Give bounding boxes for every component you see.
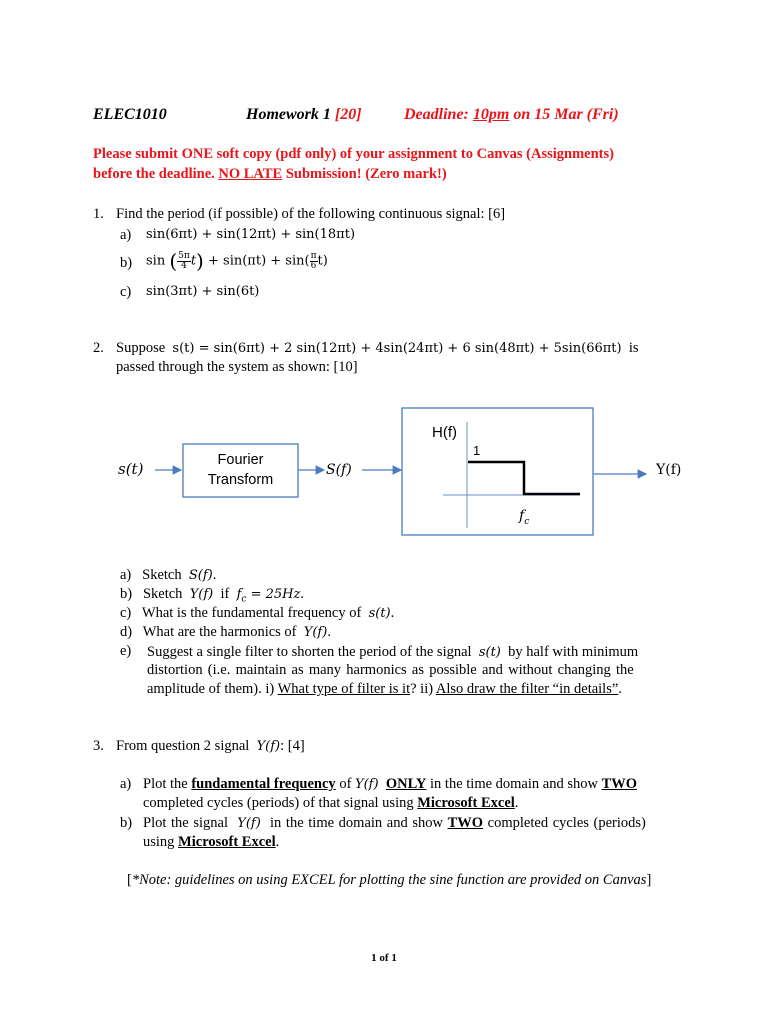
q1-text: Find the period (if possible) of the following continuous signal: [6]: [116, 206, 506, 222]
q1-number: 1.: [93, 206, 104, 222]
page-number: 1 of 1: [371, 952, 397, 964]
deadline: Deadline: 10pm on 15 Mar (Fri): [404, 106, 619, 123]
q2b-item: b) Sketch Y(f) if $f_c = 25Hz$.: [120, 586, 304, 605]
diagram-input-label: s(t): [118, 460, 144, 478]
q2-signal-expression: s(t) = sin(6πt) + 2 sin(12πt) + 4sin(24πt) + 6 sin(48πt) + 5sin(66πt): [172, 341, 622, 356]
fraction-5pi-over-4: $\frac{5\pi}{4}$: [178, 250, 190, 271]
q3a-line2: completed cycles (periods) of that signal using Microsoft Excel.: [143, 795, 519, 811]
filter-level-label: 1: [473, 443, 481, 458]
q2a-item: a) Sketch S(f).: [120, 567, 217, 583]
q3a-label: a): [120, 776, 132, 792]
filter-type-question: What type of filter is it: [277, 681, 411, 697]
q1b-label: b): [120, 255, 133, 271]
q3b-label: b): [120, 815, 133, 831]
q3-number: 3.: [93, 738, 104, 754]
q3b-line1: Plot the signal Y(f) in the time domain and show TWO completed cycles (periods): [143, 815, 646, 831]
excel-note: [*Note: guidelines on using EXCEL for plotting the sine function are provided on Canvas]: [127, 872, 652, 888]
q2-text-line2: passed through the system as shown: [10]: [116, 359, 358, 375]
filter-label: H(f): [432, 424, 457, 441]
spectrum-label: S(f): [326, 462, 352, 478]
fraction-pi-over-6: $\frac{\pi}{6}$: [310, 250, 317, 271]
course-code: ELEC1010: [93, 106, 167, 123]
q2e-label: e): [120, 643, 132, 659]
q1c-label: c): [120, 284, 132, 300]
q1b-expression: sin ( $\frac{5\pi}{4}$ t) + sin(πt) + sin( $\frac{\pi}{6}$ t): [146, 249, 328, 273]
q2d-item: d) What are the harmonics of Y(f).: [120, 624, 331, 640]
q3a-line1: Plot the fundamental frequency of Y(f) ONLY in the time domain and show TWO: [143, 776, 638, 792]
q3b-line2: using Microsoft Excel.: [143, 834, 280, 850]
submission-notice-line2: before the deadline. NO LATE Submission! (Zero mark!): [93, 166, 447, 182]
draw-filter-question: Also draw the filter “in details”: [435, 681, 619, 697]
system-diagram: [110, 400, 700, 550]
homework-title: Homework 1 [20]: [246, 106, 362, 123]
output-label: Y(f): [656, 462, 682, 478]
cutoff-label: $f_c$: [519, 508, 530, 527]
q2-text: Suppose s(t) = sin(6πt) + 2 sin(12πt) + 4sin(24πt) + 6 sin(48πt) + 5sin(66πt) is: [116, 340, 639, 356]
q2e-line3: amplitude of them). i) What type of filter is it? ii) Also draw the filter “in details”.: [147, 681, 622, 697]
q2e-line1: Suggest a single filter to shorten the period of the signal s(t) by half with minimum: [147, 644, 639, 660]
q2c-item: c) What is the fundamental frequency of s(t).: [120, 605, 395, 621]
q1a-expression: sin(6πt) + sin(12πt) + sin(18πt): [146, 227, 356, 242]
header: [93, 106, 167, 124]
q1a-label: a): [120, 227, 132, 243]
q2-number: 2.: [93, 340, 104, 356]
submission-notice-line1: Please submit ONE soft copy (pdf only) of your assignment to Canvas (Assignments): [93, 146, 614, 162]
q1c-expression: sin(3πt) + sin(6t): [146, 284, 260, 299]
filter-block: [402, 408, 593, 535]
q2e-line2: distortion (i.e. maintain as many harmonics as possible and without changing the: [147, 662, 634, 678]
q3-text: From question 2 signal Y(f): [4]: [116, 738, 305, 754]
marks-total: [20]: [334, 106, 362, 123]
fourier-label: Fourier Transform: [207, 452, 274, 488]
